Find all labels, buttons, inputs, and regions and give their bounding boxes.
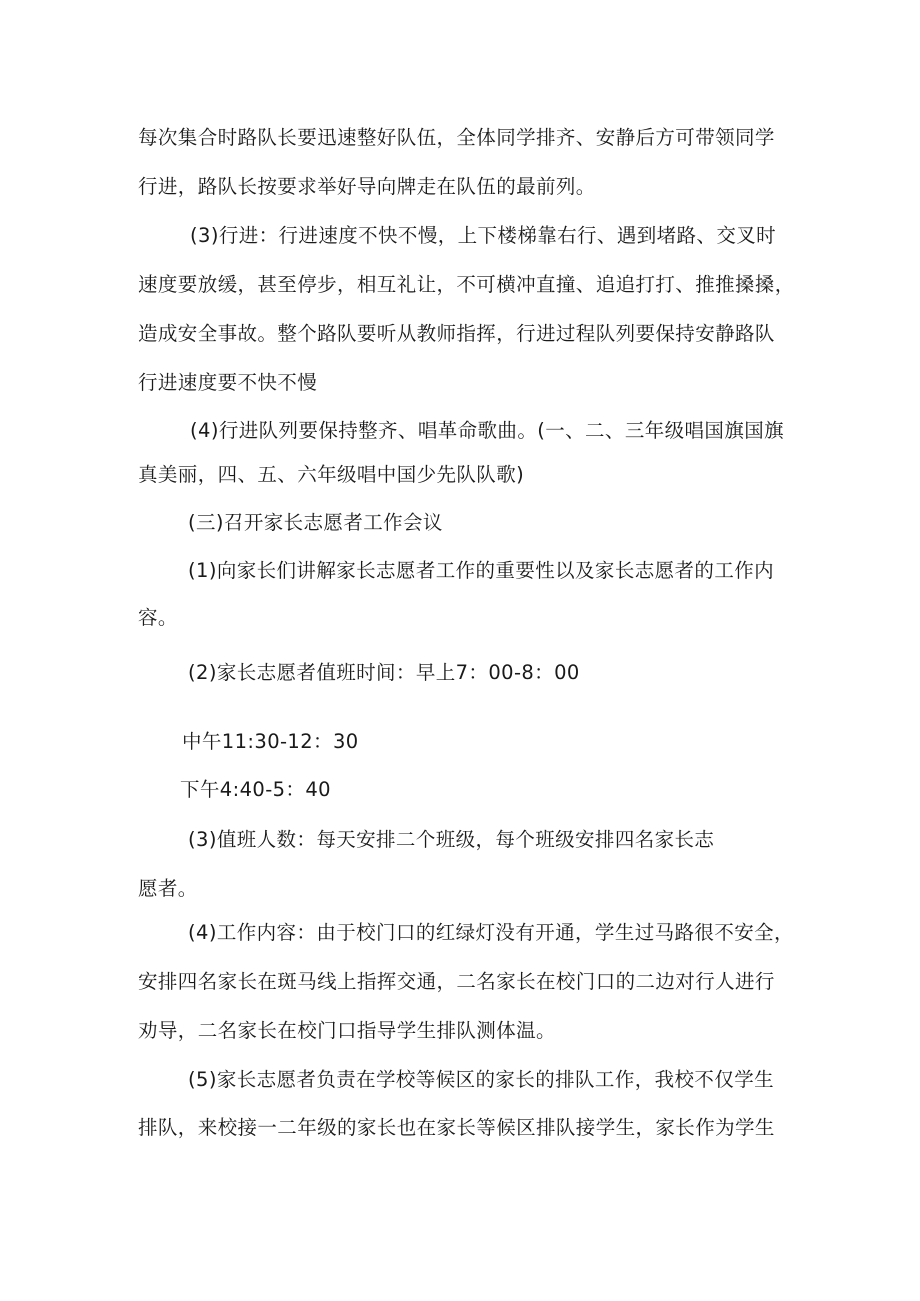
text-line: (4)行进队列要保持整齐、唱革命歌曲。(一、二、三年级唱国旗国旗 (190, 419, 785, 442)
text-line: 下午4:40-5：40 (180, 778, 331, 801)
text-line: 劝导，二名家长在校门口指导学生排队测体温。 (138, 1019, 556, 1042)
text-line: 速度要放缓，甚至停步，相互礼让，不可横冲直撞、追追打打、推推搡搡， (138, 273, 795, 296)
text-line: 安排四名家长在斑马线上指挥交通，二名家长在校门口的二边对行人进行 (138, 970, 775, 993)
text-line: 中午11:30-12：30 (182, 730, 359, 753)
text-line: (3)值班人数：每天安排二个班级，每个班级安排四名家长志 (188, 828, 715, 851)
text-line: 排队，来校接一二年级的家长也在家长等候区排队接学生，家长作为学生 (138, 1116, 775, 1139)
text-line: 行进速度要不快不慢 (138, 371, 318, 394)
text-line: (2)家长志愿者值班时间：早上7：00-8：00 (188, 661, 580, 684)
text-line: (5)家长志愿者负责在学校等候区的家长的排队工作，我校不仅学生 (188, 1068, 775, 1091)
text-line: (1)向家长们讲解家长志愿者工作的重要性以及家长志愿者的工作内 (188, 559, 775, 582)
text-line: 每次集合时路队长要迅速整好队伍，全体同学排齐、安静后方可带领同学 (138, 126, 775, 149)
text-line: 愿者。 (138, 877, 198, 900)
text-line: 行进，路队长按要求举好导向牌走在队伍的最前列。 (138, 175, 596, 198)
text-line: 容。 (138, 606, 178, 629)
text-line: 真美丽，四、五、六年级唱中国少先队队歌) (138, 463, 525, 486)
text-line: 造成安全事故。整个路队要听从教师指挥，行进过程队列要保持安静路队 (138, 322, 775, 345)
text-line: (3)行进：行进速度不快不慢，上下楼梯靠右行、遇到堵路、交叉时 (190, 224, 777, 247)
section-heading: (三)召开家长志愿者工作会议 (188, 511, 443, 534)
text-line: (4)工作内容：由于校门口的红绿灯没有开通，学生过马路很不安全， (188, 921, 794, 944)
